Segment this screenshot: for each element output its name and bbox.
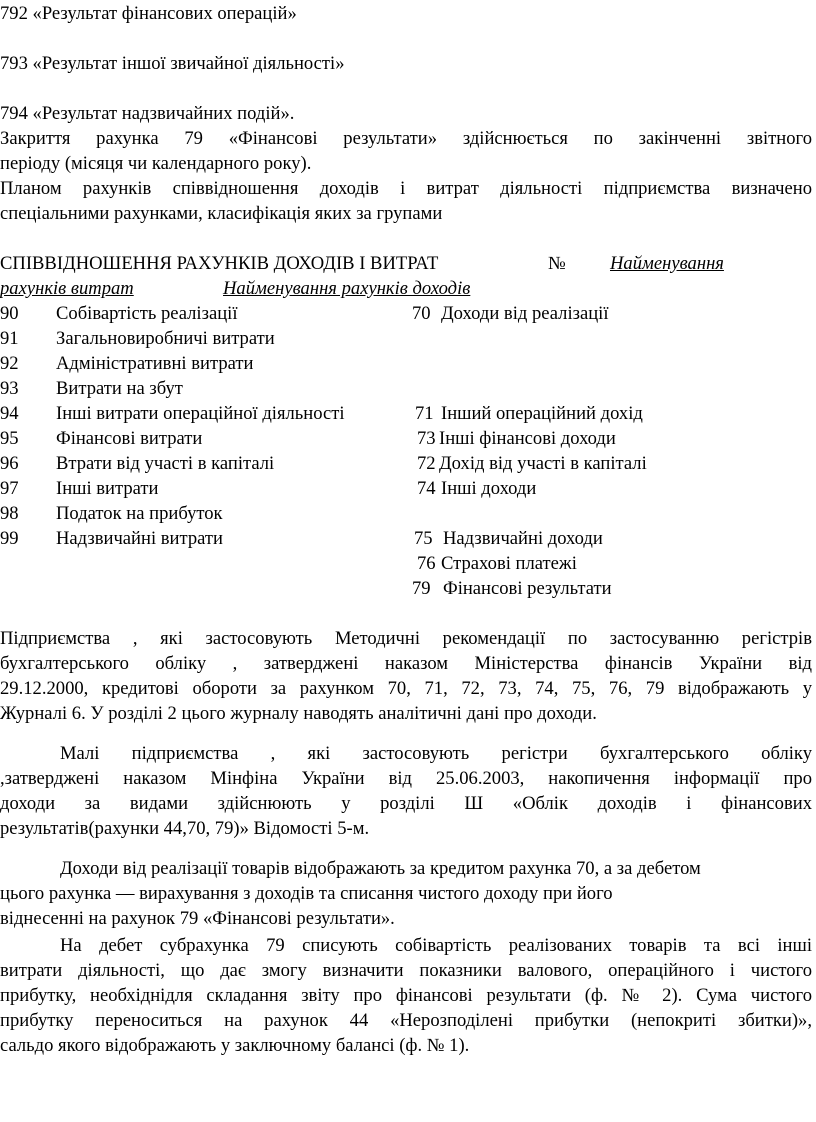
expense-account-name: Втрати від участі в капіталі — [56, 453, 275, 474]
closing-paragraph-line: періоду (місяця чи календарного року). — [0, 153, 312, 174]
expense-account-name: Інші витрати операційної діяльності — [56, 403, 345, 424]
account-792-line: 792 «Результат фінансових операцій» — [0, 3, 297, 24]
sales-paragraph-line: Доходи від реалізації товарів відображають за кредитом рахунка 70, а за дебетом — [60, 858, 701, 879]
income-account-name: Надзвичайні доходи — [443, 528, 603, 549]
income-account-number: 73 — [417, 428, 436, 449]
column-name-header: Найменування — [610, 253, 724, 274]
expense-account-name: Витрати на збут — [56, 378, 183, 399]
plan-paragraph-line: Планом рахунків співвідношення доходів і витрат діяльності підприємства визначено — [0, 178, 812, 199]
column-expenses-header: рахунків витрат — [0, 278, 134, 299]
expense-account-number: 98 — [0, 503, 19, 524]
expense-account-name: Фінансові витрати — [56, 428, 203, 449]
expense-account-number: 90 — [0, 303, 19, 324]
journal-paragraph-line: Журналі 6. У розділі 2 цього журналу наводять аналітичні дані про доходи. — [0, 703, 597, 724]
sales-paragraph-line: віднесенні на рахунок 79 «Фінансові результати». — [0, 908, 395, 929]
journal-paragraph-line: 29.12.2000, кредитові обороти за рахунком 70, 71, 72, 73, 74, 75, 76, 79 відображають у — [0, 678, 812, 699]
income-account-number: 74 — [417, 478, 436, 499]
account-794-line: 794 «Результат надзвичайних подій». — [0, 103, 295, 124]
expense-account-number: 93 — [0, 378, 19, 399]
expense-account-name: Загальновиробничі витрати — [56, 328, 275, 349]
expense-account-number: 99 — [0, 528, 19, 549]
income-account-number: 76 — [417, 553, 436, 574]
income-account-number: 75 — [414, 528, 433, 549]
expense-account-name: Інші витрати — [56, 478, 159, 499]
expense-account-number: 95 — [0, 428, 19, 449]
small-enterprises-paragraph-line: Малі підприємства , які застосовують регістри бухгалтерського обліку — [60, 743, 812, 764]
income-account-name: Доходи від реалізації — [441, 303, 609, 324]
expense-account-number: 97 — [0, 478, 19, 499]
income-account-name: Фінансові результати — [443, 578, 612, 599]
journal-paragraph-line: бухгалтерського обліку , затверджені наказом Міністерства фінансів України від — [0, 653, 812, 674]
plan-paragraph-line: спеціальними рахунками, класифікація яких за групами — [0, 203, 443, 224]
income-account-name: Інший операційний дохід — [441, 403, 643, 424]
column-income-header: Найменування рахунків доходів — [223, 278, 471, 299]
small-enterprises-paragraph-line: ,затверджені наказом Мінфіна України від 25.06.2003, накопичення інформації про — [0, 768, 812, 789]
column-number-header: № — [548, 253, 566, 274]
expense-account-name: Адміністративні витрати — [56, 353, 254, 374]
debit-paragraph-line: На дебет субрахунка 79 списують собівартість реалізованих товарів та всі інші — [60, 935, 812, 956]
income-account-name: Інші фінансові доходи — [439, 428, 616, 449]
debit-paragraph-line: витрати діяльності, що дає змогу визначити показники валового, операційного і чистого — [0, 960, 812, 981]
expense-account-number: 94 — [0, 403, 19, 424]
sales-paragraph-line: цього рахунка — вирахування з доходів та списання чистого доходу при його — [0, 883, 613, 904]
journal-paragraph-line: Підприємства , які застосовують Методичні рекомендації по застосуванню регістрів — [0, 628, 812, 649]
debit-paragraph-line: прибутку переноситься на рахунок 44 «Нерозподілені прибутки (непокриті збитки)», — [0, 1010, 812, 1031]
small-enterprises-paragraph-line: доходи за видами здійснюють у розділі Ш «Облік доходів і фінансових — [0, 793, 812, 814]
expense-account-name: Собівартість реалізації — [56, 303, 238, 324]
debit-paragraph-line: сальдо якого відображають у заключному балансі (ф. № 1). — [0, 1035, 470, 1056]
expense-account-number: 96 — [0, 453, 19, 474]
account-793-line: 793 «Результат іншої звичайної діяльності» — [0, 53, 345, 74]
small-enterprises-paragraph-line: результатів(рахунки 44,70, 79)» Відомості 5-м. — [0, 818, 370, 839]
expense-account-number: 91 — [0, 328, 19, 349]
income-account-name: Страхові платежі — [441, 553, 577, 574]
debit-paragraph-line: прибутку, необхіднідля складання звіту про фінансові результати (ф. № 2). Сума чистого — [0, 985, 812, 1006]
expense-account-number: 92 — [0, 353, 19, 374]
income-account-name: Дохід від участі в капіталі — [439, 453, 647, 474]
closing-paragraph-line: Закриття рахунка 79 «Фінансові результати» здійснюється по закінченні звітного — [0, 128, 812, 149]
income-account-name: Інші доходи — [441, 478, 537, 499]
expense-account-name: Надзвичайні витрати — [56, 528, 223, 549]
income-account-number: 72 — [417, 453, 436, 474]
table-title: СПІВВІДНОШЕННЯ РАХУНКІВ ДОХОДІВ І ВИТРАТ — [0, 253, 439, 274]
income-account-number: 70 — [412, 303, 431, 324]
expense-account-name: Податок на прибуток — [56, 503, 223, 524]
income-account-number: 79 — [412, 578, 431, 599]
income-account-number: 71 — [415, 403, 434, 424]
